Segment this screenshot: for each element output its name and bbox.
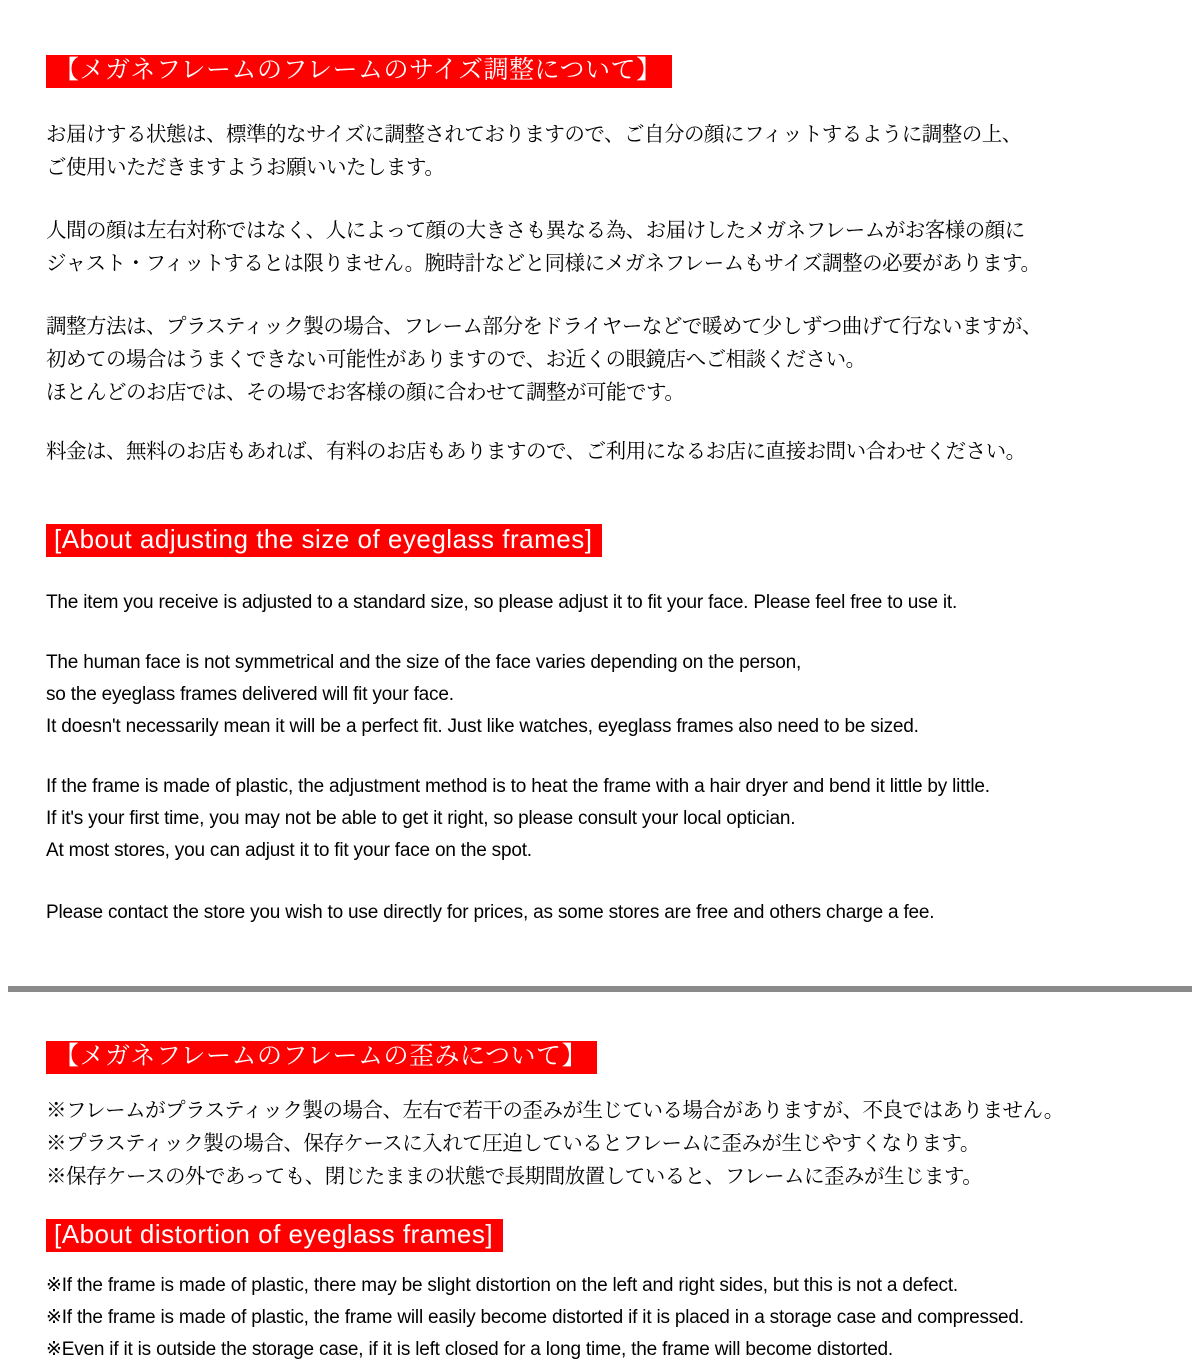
note-line: ※If the frame is made of plastic, the frame will easily become distorted if it is placed in a storage case and compressed. xyxy=(46,1307,1024,1328)
text-line: 人間の顔は左右対称ではなく、人によって顔の大きさも異なる為、お届けしたメガネフレームがお客様の顔に xyxy=(46,219,1025,242)
size-adjustment-ja-paragraph-3 xyxy=(46,310,1160,409)
text-line: If the frame is made of plastic, the adjustment method is to heat the frame with a hair dryer and bend it little by little. xyxy=(46,776,990,797)
size-adjustment-section-ja xyxy=(46,55,1160,468)
text-line: so the eyeglass frames delivered will fit your face. xyxy=(46,684,454,705)
size-adjustment-heading-en: [About adjusting the size of eyeglass frames] xyxy=(46,524,602,557)
text-line: The item you receive is adjusted to a standard size, so please adjust it to fit your face. Please feel free to use it. xyxy=(46,592,958,613)
text-line: ご使用いただきますようお願いいたします。 xyxy=(46,156,445,179)
size-adjustment-en-paragraph-2 xyxy=(46,647,1160,743)
size-adjustment-ja-paragraph-2 xyxy=(46,214,1160,280)
distortion-heading-en: [About distortion of eyeglass frames] xyxy=(46,1219,503,1252)
text-line: 調整方法は、プラスティック製の場合、フレーム部分をドライヤーなどで暖めて少しずつ曲げて行ないますが、 xyxy=(46,315,1042,338)
size-adjustment-ja-paragraph-1 xyxy=(46,118,1160,184)
text-line: ジャスト・フィットするとは限りません。腕時計などと同様にメガネフレームもサイズ調整の必要があります。 xyxy=(46,252,1041,275)
distortion-section-ja xyxy=(46,992,1160,1193)
text-line: お届けする状態は、標準的なサイズに調整されておりますので、ご自分の顔にフィットするように調整の上、 xyxy=(46,123,1022,146)
note-line: ※Even if it is outside the storage case, if it is left closed for a long time, the frame will become distorted. xyxy=(46,1339,894,1360)
size-adjustment-en-paragraph-4 xyxy=(46,897,1160,929)
text-line: 初めての場合はうまくできない可能性がありますので、お近くの眼鏡店へご相談ください。 xyxy=(46,348,866,371)
distortion-heading-ja: 【メガネフレームのフレームの歪みについて】 xyxy=(46,1041,597,1074)
text-line: At most stores, you can adjust it to fit your face on the spot. xyxy=(46,840,532,861)
distortion-ja-notes xyxy=(46,1094,1160,1193)
size-adjustment-ja-paragraph-4 xyxy=(46,435,1160,468)
note-line: ※フレームがプラスティック製の場合、左右で若干の歪みが生じている場合がありますが、不良ではありません。 xyxy=(46,1099,1064,1122)
size-adjustment-en-paragraph-3 xyxy=(46,771,1160,867)
distortion-en-notes xyxy=(46,1270,1160,1366)
text-line: It doesn't necessarily mean it will be a perfect fit. Just like watches, eyeglass frames also need to be sized. xyxy=(46,716,919,737)
text-line: The human face is not symmetrical and the size of the face varies depending on the person, xyxy=(46,652,802,673)
text-line: Please contact the store you wish to use directly for prices, as some stores are free and others charge a fee. xyxy=(46,902,935,923)
text-line: 料金は、無料のお店もあれば、有料のお店もありますので、ご利用になるお店に直接お問い合わせください。 xyxy=(46,440,1026,463)
size-adjustment-heading-ja: 【メガネフレームのフレームのサイズ調整について】 xyxy=(46,55,672,88)
note-line: ※If the frame is made of plastic, there may be slight distortion on the left and right sides, but this is not a defect. xyxy=(46,1275,958,1296)
distortion-section-en xyxy=(46,1193,1160,1366)
note-line: ※プラスティック製の場合、保存ケースに入れて圧迫しているとフレームに歪みが生じやすくなります。 xyxy=(46,1132,980,1155)
text-line: ほとんどのお店では、その場でお客様の顔に合わせて調整が可能です。 xyxy=(46,381,685,404)
text-line: If it's your first time, you may not be able to get it right, so please consult your local optician. xyxy=(46,808,796,829)
note-line: ※保存ケースの外であっても、閉じたままの状態で長期間放置していると、フレームに歪みが生じます。 xyxy=(46,1165,983,1188)
size-adjustment-en-paragraph-1 xyxy=(46,587,1160,619)
size-adjustment-section-en xyxy=(46,468,1160,929)
